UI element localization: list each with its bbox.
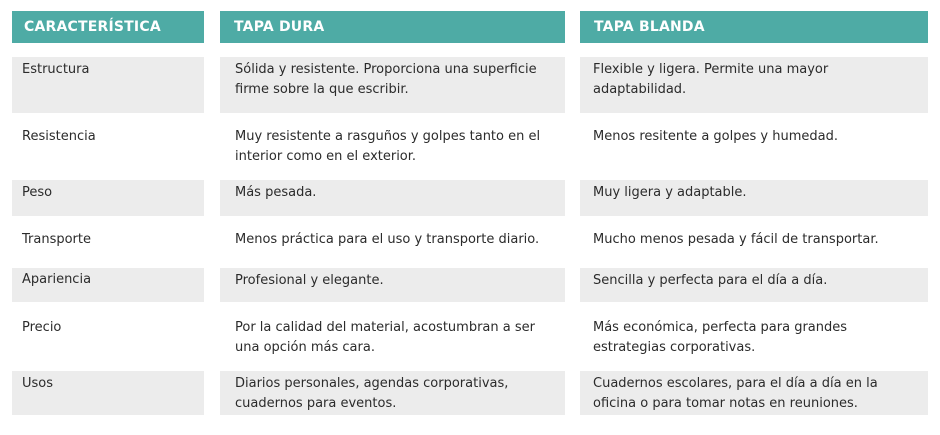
header-caracteristica: CARACTERÍSTICA	[12, 11, 204, 43]
row-soft-apariencia: Sencilla y perfecta para el día a día.	[580, 268, 928, 302]
row-soft-peso: Muy ligera y adaptable.	[580, 180, 928, 216]
header-tapa-dura: TAPA DURA	[220, 11, 565, 43]
row-hard-estructura: Sólida y resistente. Proporciona una superficie firme sobre la que escribir.	[220, 57, 565, 113]
row-feature-resistencia: Resistencia	[22, 129, 96, 144]
row-soft-usos: Cuadernos escolares, para el día a día en la oficina o para tomar notas en reuniones.	[580, 371, 928, 415]
row-feature-apariencia: Apariencia	[12, 268, 204, 302]
row-feature-estructura: Estructura	[12, 57, 204, 113]
row-hard-usos: Diarios personales, agendas corporativas, cuadernos para eventos.	[220, 371, 565, 415]
row-hard-apariencia: Profesional y elegante.	[220, 268, 565, 302]
row-feature-peso: Peso	[12, 180, 204, 216]
row-soft-precio: Más económica, perfecta para grandes estrategias corporativas.	[593, 320, 848, 355]
row-soft-resistencia: Menos resitente a golpes y humedad.	[593, 129, 838, 144]
row-soft-estructura: Flexible y ligera. Permite una mayor adaptabilidad.	[580, 57, 928, 113]
row-hard-resistencia: Muy resistente a rasguños y golpes tanto en el interior como en el exterior.	[235, 129, 541, 164]
header-tapa-blanda: TAPA BLANDA	[580, 11, 928, 43]
row-feature-precio: Precio	[22, 320, 62, 335]
row-feature-usos: Usos	[12, 371, 204, 415]
row-hard-peso: Más pesada.	[220, 180, 565, 216]
row-hard-transporte: Menos práctica para el uso y transporte diario.	[235, 232, 540, 247]
row-feature-transporte: Transporte	[22, 232, 91, 247]
row-soft-transporte: Mucho menos pesada y fácil de transportar.	[593, 232, 879, 247]
row-hard-precio: Por la calidad del material, acostumbran a ser una opción más cara.	[235, 320, 535, 355]
